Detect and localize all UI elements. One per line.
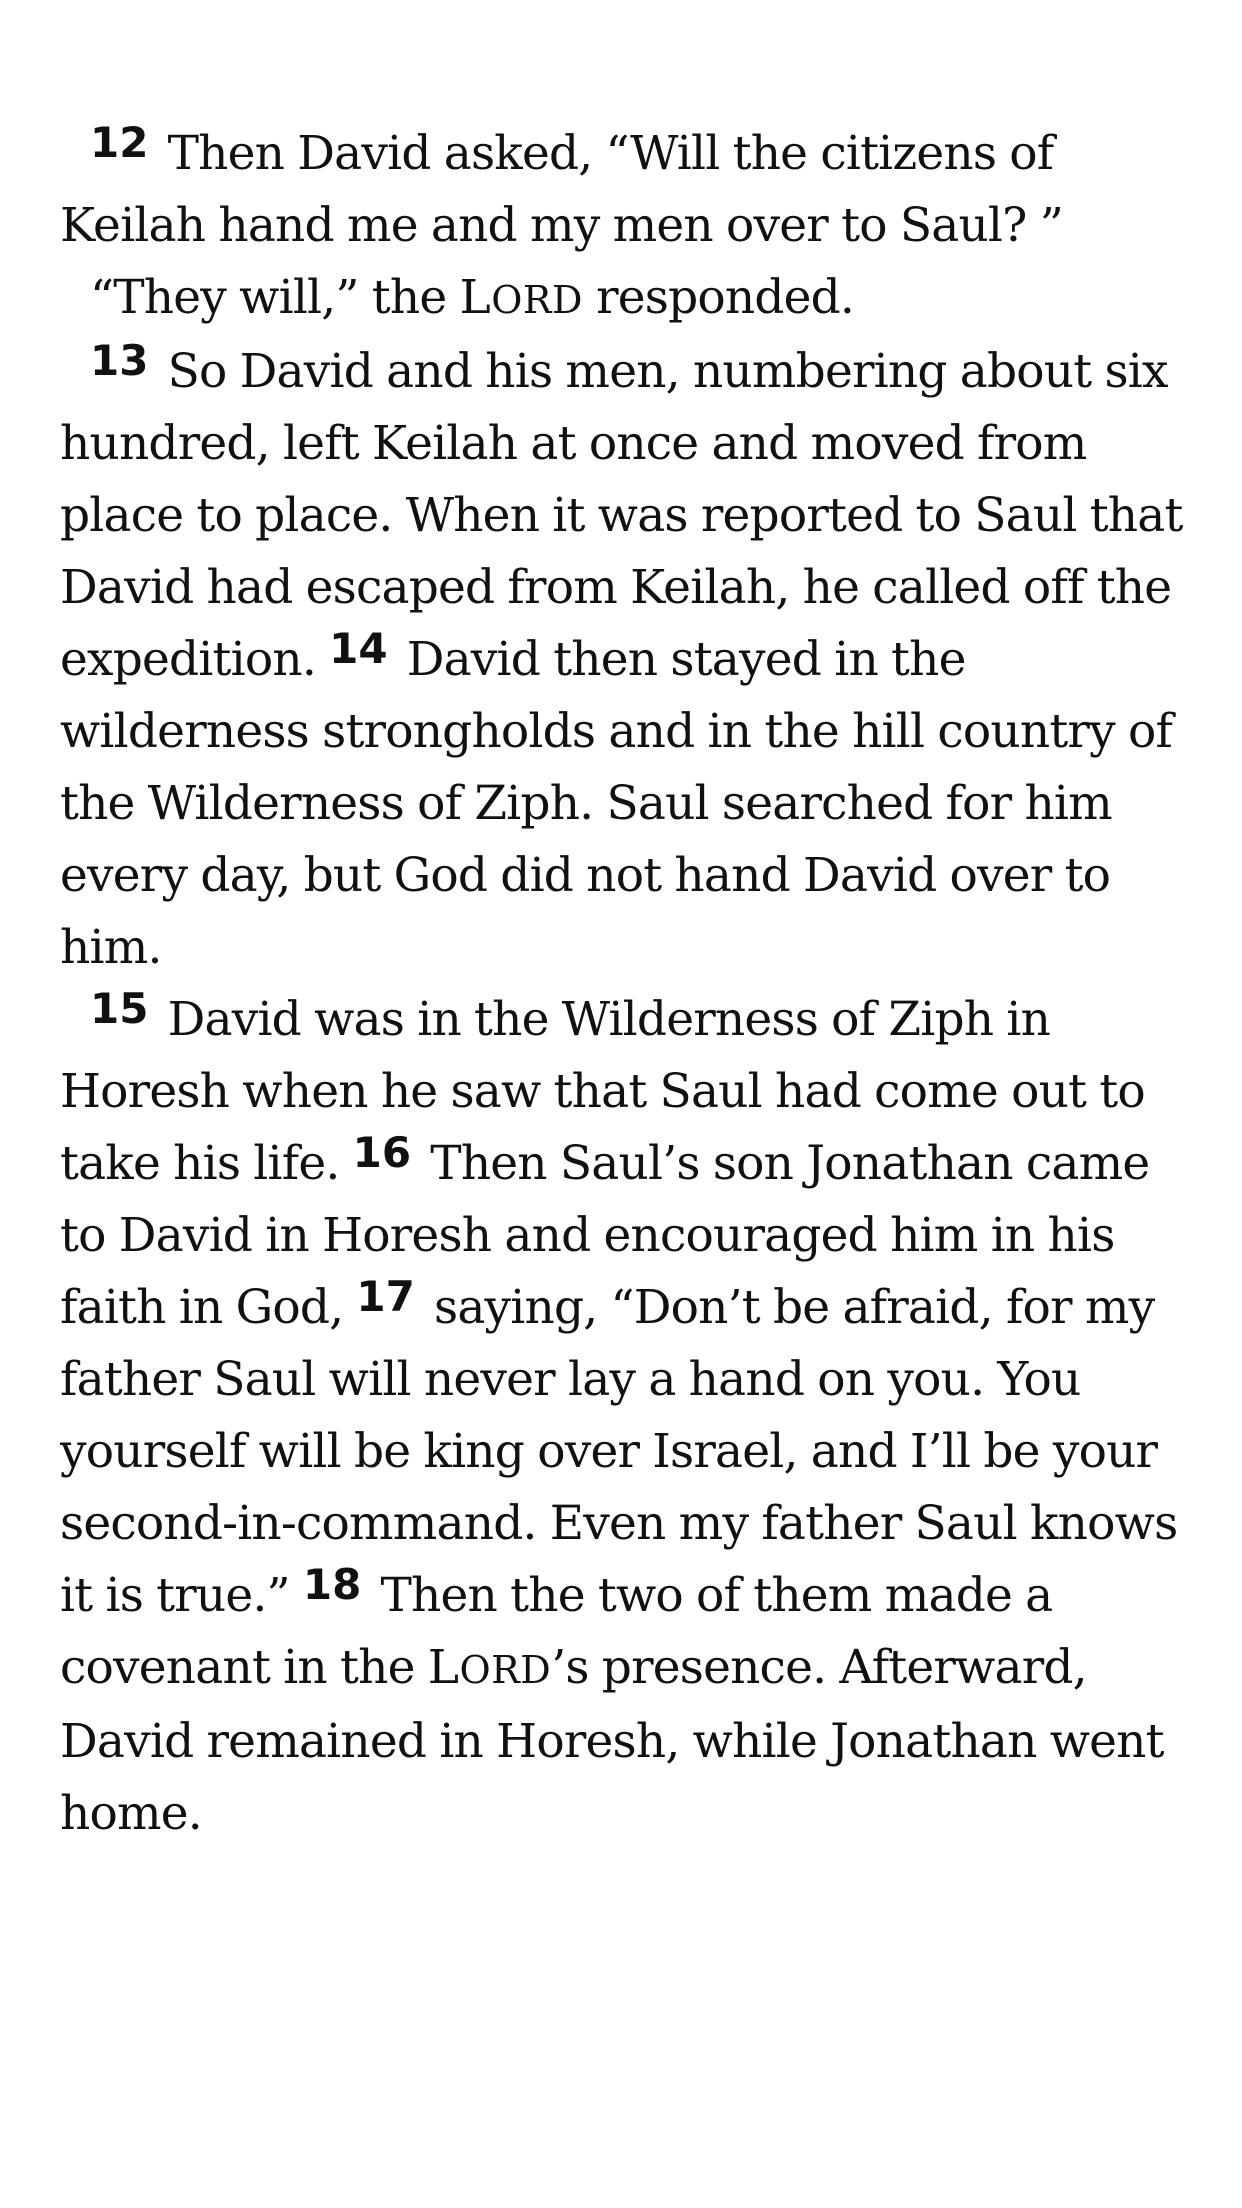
verse-number-16[interactable]: 16 xyxy=(352,1128,412,1177)
verse-13-text: So David and his men, numbering about six hundred, left Keilah at once and moved from place to place. When it was reported to Saul that David had escaped from Keilah, he called off the expedition. xyxy=(60,344,1183,687)
verse-number-15[interactable]: 15 xyxy=(90,984,149,1033)
verse-15-text: David was in the Wilderness of Ziph in Horesh when he saw that Saul had come out to take his life. xyxy=(60,992,1145,1191)
scripture-reader xyxy=(60,118,1190,1850)
verse-16-text: Then Saul’s son Jonathan came to David in Horesh and encouraged him in his faith in God, xyxy=(60,1136,1150,1335)
lord-small-caps: LORD xyxy=(459,270,583,325)
paragraph-verse-13 xyxy=(60,336,1190,984)
verse-number-17[interactable]: 17 xyxy=(356,1272,415,1321)
verse-number-18[interactable]: 18 xyxy=(302,1560,362,1609)
verse-number-13[interactable]: 13 xyxy=(90,336,149,385)
verse-17-text: saying, “Don’t be afraid, for my father Saul will never lay a hand on you. You yourself will be king over Israel, and I’ll be your second-in-command. Even my father Saul knows it is true.” xyxy=(60,1280,1178,1623)
verse-18-text-start: Then the two of them made a covenant in the xyxy=(60,1568,1053,1695)
verse-12-text: Then David asked, “Will the citizens of Keilah hand me and my men over to Saul? ” xyxy=(60,126,1063,253)
paragraph-verse-15 xyxy=(60,984,1190,1850)
lord-small-caps: LORD xyxy=(427,1640,552,1695)
paragraph-verse-12-reply xyxy=(60,262,1190,336)
verse-14-text: David then stayed in the wilderness strongholds and in the hill country of the Wilderness of Ziph. Saul searched for him every day, but God did not hand David over to him. xyxy=(60,632,1173,975)
verse-12-reply-close: responded. xyxy=(582,270,855,325)
verse-number-12[interactable]: 12 xyxy=(90,118,149,167)
paragraph-verse-12 xyxy=(60,118,1190,262)
verse-18-text-end: ’s presence. Afterward, David remained in Horesh, while Jonathan went home. xyxy=(60,1640,1164,1841)
verse-number-14[interactable]: 14 xyxy=(329,624,388,673)
verse-12-reply-open: “They will,” the xyxy=(90,270,460,325)
